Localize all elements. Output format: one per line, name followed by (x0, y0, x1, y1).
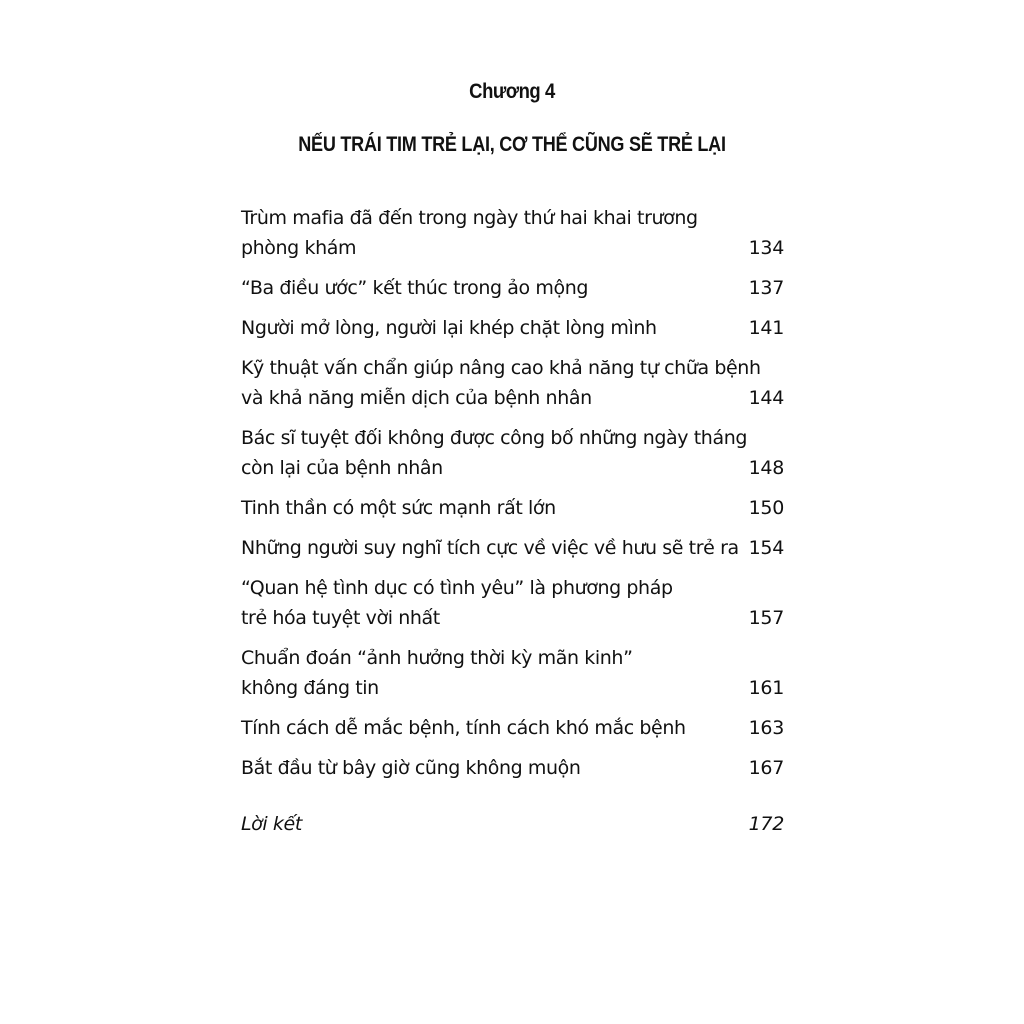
toc-entry-text: trẻ hóa tuyệt vời nhất (241, 607, 440, 629)
toc-entry-text: Tính cách dễ mắc bệnh, tính cách khó mắc bệnh (241, 717, 686, 739)
toc-epilogue-label: Lời kết (241, 813, 302, 835)
toc-entry (241, 203, 784, 263)
toc-entry (241, 713, 784, 743)
toc-page-number: 134 (748, 237, 784, 259)
toc-entry (241, 573, 784, 633)
toc-entry-text: không đáng tin (241, 677, 379, 699)
toc-entry-text: Tinh thần có một sức mạnh rất lớn (241, 497, 556, 519)
toc-page-number: 167 (748, 757, 784, 779)
toc-page-number: 154 (748, 537, 784, 559)
toc-entry-text: “Quan hệ tình dục có tình yêu” là phương pháp (241, 577, 673, 599)
toc-entry-text: Bắt đầu từ bây giờ cũng không muộn (241, 757, 581, 779)
toc-page-number: 157 (748, 607, 784, 629)
toc-epilogue (241, 809, 784, 839)
toc-entry-text: Người mở lòng, người lại khép chặt lòng mình (241, 317, 657, 339)
toc-page-number: 137 (748, 277, 784, 299)
toc-page-number: 144 (748, 387, 784, 409)
toc-entry (241, 313, 784, 343)
toc-entry (241, 423, 784, 483)
toc-entry-text: “Ba điều ước” kết thúc trong ảo mộng (241, 277, 589, 299)
toc-page-number: 148 (748, 457, 784, 479)
chapter-title: NẾU TRÁI TIM TRẺ LẠI, CƠ THỂ CŨNG SẼ TRẺ LẠI (298, 133, 726, 156)
toc-entry (241, 753, 784, 783)
toc-entry-text: và khả năng miễn dịch của bệnh nhân (241, 387, 592, 409)
toc-entry-text: còn lại của bệnh nhân (241, 457, 443, 479)
toc-page-number: 150 (748, 497, 784, 519)
toc-entry (241, 643, 784, 703)
toc-entry (241, 273, 784, 303)
toc-entry (241, 493, 784, 523)
toc-entry-text: Chuẩn đoán “ảnh hưởng thời kỳ mãn kinh” (241, 647, 633, 669)
toc-page-number: 163 (748, 717, 784, 739)
toc-page-number: 172 (748, 813, 784, 835)
toc-entry-text: Kỹ thuật vấn chẩn giúp nâng cao khả năng tự chữa bệnh (241, 357, 761, 379)
toc-page-number: 161 (748, 677, 784, 699)
toc-entry-text: Những người suy nghĩ tích cực về việc về hưu sẽ trẻ ra (241, 537, 739, 559)
chapter-label: Chương 4 (469, 80, 555, 103)
toc-page-number: 141 (748, 317, 784, 339)
toc-entry (241, 533, 784, 563)
toc-entry (241, 353, 784, 413)
toc-entry-text: Trùm mafia đã đến trong ngày thứ hai khai trương (241, 207, 698, 229)
table-of-contents (241, 0, 784, 1024)
toc-entry-text: Bác sĩ tuyệt đối không được công bố những ngày tháng (241, 427, 747, 449)
toc-entry-text: phòng khám (241, 237, 357, 259)
